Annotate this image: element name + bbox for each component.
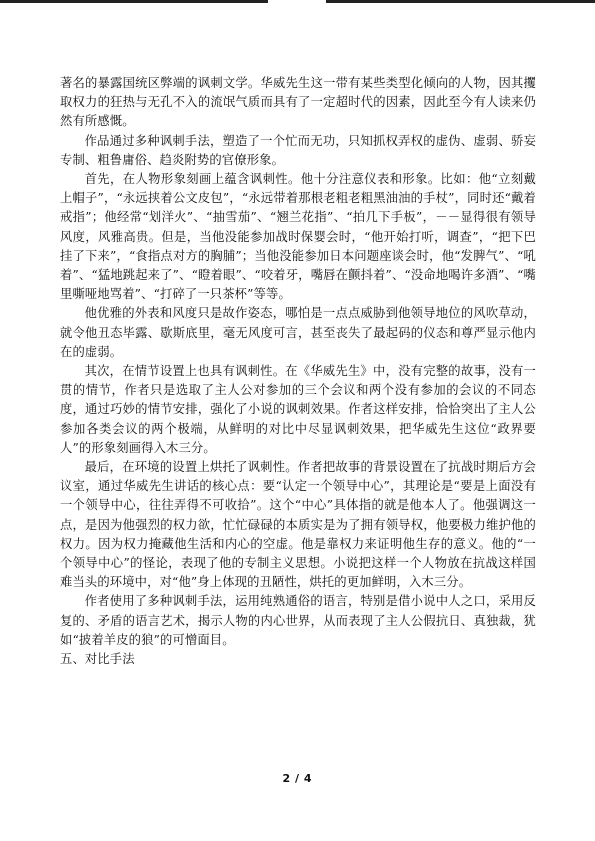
- page-footer: [0, 772, 595, 785]
- section-heading: 五、对比手法: [60, 652, 135, 667]
- paragraph-5: 其次，在情节设置上也具有讽刺性。在《华威先生》中，没有完整的故事，没有一贯的情节，作者只是选取了主人公对参加的三个会议和两个没有参加的会议的不同态度，通过巧妙的情节安排，强化了小说的讽刺效果。作者这样安排，恰恰突出了主人公参加各类会议的两个极端，从鲜明的对比中尽显讽刺效果，把华威先生这位“政界要人”的形象刻画得入木三分。: [60, 364, 536, 455]
- paragraph-2: 作品通过多种讽刺手法，塑造了一个忙而无功，只知抓权弄权的虚伪、虚弱、骄妄专制、粗鲁庸俗、趋炎附势的官僚形象。: [60, 133, 536, 167]
- paragraph-4: 他优雅的外表和风度只是故作姿态，哪怕是一点点威胁到他领导地位的风吹草动，就令他丑态毕露、歇斯底里，毫无风度可言，甚至丧失了最起码的仪态和尊严显示他内在的虚弱。: [60, 306, 536, 359]
- page-number: 2: [282, 772, 292, 785]
- paragraph-1: 著名的暴露国统区弊端的讽刺文学。华威先生这一带有某些类型化倾向的人物，因其攫取权力的狂热与无孔不入的流氓气质而具有了一定超时代的因素，因此至今有人读来仍然有所感慨。: [60, 76, 536, 129]
- paragraph-7: 作者使用了多种讽刺手法，运用纯熟通俗的语言，特别是借小说中人之口，采用反复的、矛盾的语言艺术，揭示人物的内心世界，从而表现了主人公假抗日、真独裁，犹如“披着羊皮的狼”的可憎面目。: [60, 594, 536, 647]
- paragraph-3: 首先，在人物形象刻画上蕴含讽刺性。他十分注意仪表和形象。比如：他“立刻戴上帽子”，“永远挟着公文皮包”，“永远带着那根老粗老粗黑油油的手杖”，同时还“戴着戒指”；他经常“划洋火”、“抽雪茄”、“翘兰花指”、“拍几下手板”，－－显得很有领导风度，风雅高贵。但是，当他没能参加战时保婴会时，“他开始打听，调查”，“把下巴挂了下来”，“食指点对方的胸脯”；当他没能参加日本问题座谈会时，他“发脾气”、“吼着”、“猛地跳起来了”、“瞪着眼”、“咬着牙，嘴唇在颤抖着”、“没命地喝许多酒”、“嘴里嘶哑地骂着”、“打碎了一只茶杯”等等。: [60, 172, 536, 302]
- top-border-line: [0, 0, 595, 3]
- page-total: 4: [303, 772, 313, 785]
- document-body: [60, 74, 536, 669]
- paragraph-6: 最后，在环境的设置上烘托了讽刺性。作者把故事的背景设置在了抗战时期后方会议室，通过华威先生讲话的核心点：要“认定一个领导中心”，其理论是“要是上面没有一个领导中心，往往弄得不可收拾”。这个“中心”具体指的就是他本人了。他强调这一点，是因为他强烈的权力欲，忙忙碌碌的本质实是为了拥有领导权，他要极力维护他的权力。因为权力掩藏他生活和内心的空虚。他是靠权力来证明他生存的意义。他的“一个领导中心”的怪论，表现了他的专制主义思想。小说把这样一个人物放在抗战这样国难当头的环境中，对“他”身上体现的丑陋性，烘托的更加鲜明，入木三分。: [60, 460, 536, 590]
- page-separator: /: [294, 772, 301, 785]
